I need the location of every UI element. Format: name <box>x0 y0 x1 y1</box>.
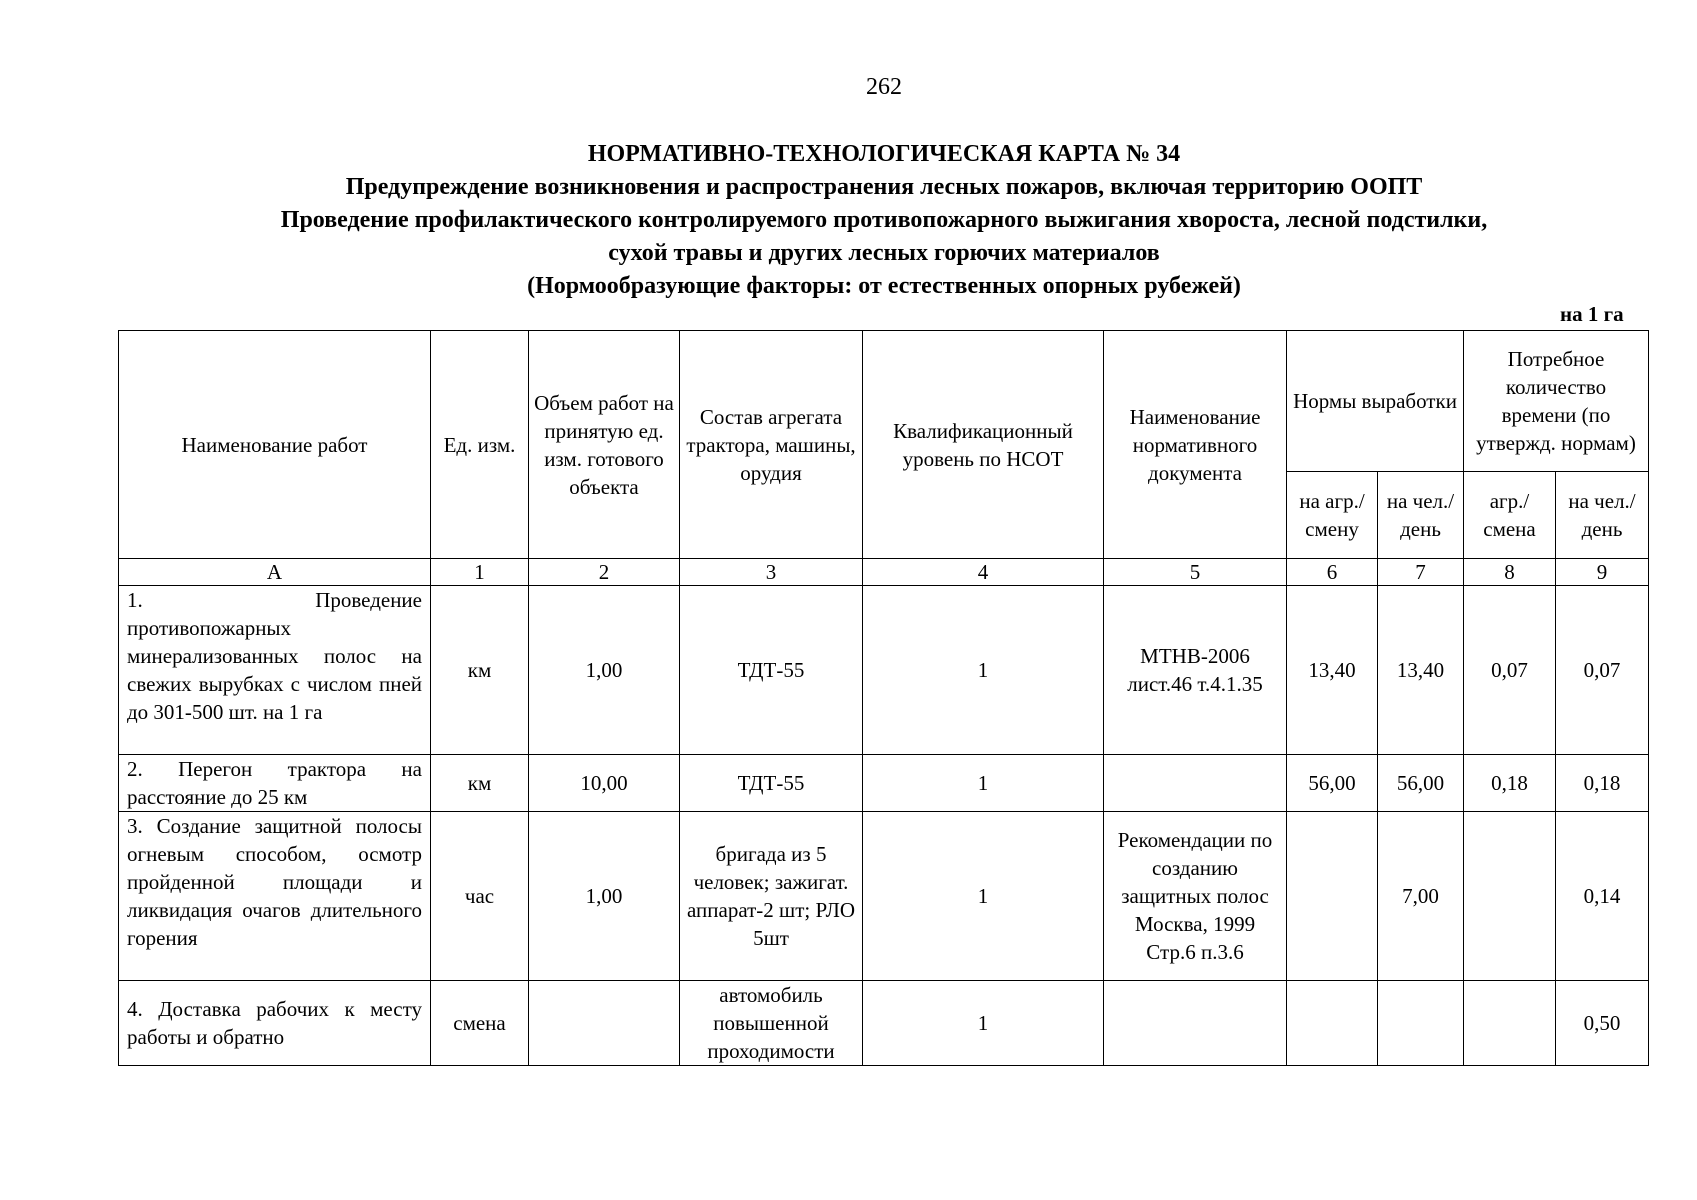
header-volume: Объем работ на принятую ед. изм. готового объекта <box>529 331 680 559</box>
work-unit: смена <box>431 981 529 1066</box>
norm-man <box>1378 981 1464 1066</box>
work-aggregate: автомобиль повышенной проходимости <box>680 981 863 1066</box>
work-aggregate: ТДТ-55 <box>680 755 863 812</box>
norm-agr: 13,40 <box>1287 586 1378 755</box>
table-row <box>119 812 1649 981</box>
norm-agr: 56,00 <box>1287 755 1378 812</box>
work-volume: 1,00 <box>529 812 680 981</box>
time-man: 0,18 <box>1556 755 1649 812</box>
column-number: 8 <box>1464 559 1556 586</box>
work-document: Рекомендации по созданию защитных полос Москва, 1999 Стр.6 п.3.6 <box>1104 812 1287 981</box>
work-qualification: 1 <box>863 755 1104 812</box>
title-block <box>0 138 1697 303</box>
header-name: Наименование работ <box>119 331 431 559</box>
work-qualification: 1 <box>863 586 1104 755</box>
work-name: 4. Доставка рабочих к месту работы и обратно <box>119 981 431 1066</box>
table-row <box>119 586 1649 755</box>
work-document <box>1104 981 1287 1066</box>
header-norm-man: на чел./ день <box>1378 472 1464 559</box>
column-number: 2 <box>529 559 680 586</box>
header-norm-agr: на агр./ смену <box>1287 472 1378 559</box>
header-aggregate: Состав агрегата трактора, машины, орудия <box>680 331 863 559</box>
norm-man: 13,40 <box>1378 586 1464 755</box>
work-name: 2. Перегон трактора на расстояние до 25 км <box>119 755 431 812</box>
column-number: 4 <box>863 559 1104 586</box>
table-row <box>119 755 1649 812</box>
page-number: 262 <box>866 74 902 100</box>
table-row <box>119 981 1649 1066</box>
time-agr <box>1464 981 1556 1066</box>
header-time-agr: агр./ смена <box>1464 472 1556 559</box>
column-number: 9 <box>1556 559 1649 586</box>
column-number: 5 <box>1104 559 1287 586</box>
header-time-man: на чел./ день <box>1556 472 1649 559</box>
work-qualification: 1 <box>863 981 1104 1066</box>
work-document <box>1104 755 1287 812</box>
column-number: 3 <box>680 559 863 586</box>
work-qualification: 1 <box>863 812 1104 981</box>
work-aggregate: бригада из 5 человек; зажигат. аппарат-2 шт; РЛО 5шт <box>680 812 863 981</box>
title-line-5: (Нормообразующие факторы: от естественных опорных рубежей) <box>527 273 1241 299</box>
header-qualification: Квалификационный уровень по НСОТ <box>863 331 1104 559</box>
title-line-2: Предупреждение возникновения и распространения лесных пожаров, включая территорию ООПТ <box>345 174 1423 200</box>
title-line-1: НОРМАТИВНО-ТЕХНОЛОГИЧЕСКАЯ КАРТА № 34 <box>587 141 1181 167</box>
work-name: 3. Создание защитной полосы огневым способом, осмотр пройденной площади и ликвидация очагов длительного горения <box>119 812 431 981</box>
time-man: 0,14 <box>1556 812 1649 981</box>
time-agr <box>1464 812 1556 981</box>
work-volume: 10,00 <box>529 755 680 812</box>
time-man: 0,07 <box>1556 586 1649 755</box>
work-volume: 1,00 <box>529 586 680 755</box>
work-document: МТНВ-2006 лист.46 т.4.1.35 <box>1104 586 1287 755</box>
column-number-row <box>119 559 1649 586</box>
header-row <box>119 331 1649 472</box>
header-document: Наименование нормативного документа <box>1104 331 1287 559</box>
column-number: А <box>119 559 431 586</box>
norm-agr <box>1287 981 1378 1066</box>
norm-man: 7,00 <box>1378 812 1464 981</box>
column-number: 7 <box>1378 559 1464 586</box>
column-number: 1 <box>431 559 529 586</box>
norm-table <box>118 330 1649 1066</box>
norm-agr <box>1287 812 1378 981</box>
work-unit: час <box>431 812 529 981</box>
unit-note: на 1 га <box>1560 302 1624 326</box>
title-line-4: сухой травы и других лесных горючих материалов <box>608 240 1160 266</box>
title-line-3: Проведение профилактического контролируемого противопожарного выжигания хвороста, лесной подстилки, <box>280 207 1488 233</box>
work-unit: км <box>431 586 529 755</box>
work-volume <box>529 981 680 1066</box>
header-norms: Нормы выработки <box>1287 331 1464 472</box>
time-agr: 0,18 <box>1464 755 1556 812</box>
norm-man: 56,00 <box>1378 755 1464 812</box>
time-agr: 0,07 <box>1464 586 1556 755</box>
header-time: Потребное количество времени (по утвержд. нормам) <box>1464 331 1649 472</box>
column-number: 6 <box>1287 559 1378 586</box>
work-aggregate: ТДТ-55 <box>680 586 863 755</box>
work-unit: км <box>431 755 529 812</box>
time-man: 0,50 <box>1556 981 1649 1066</box>
header-unit: Ед. изм. <box>431 331 529 559</box>
work-name: 1. Проведение противопожарных минерализованных полос на свежих вырубках с числом пней до 301-500 шт. на 1 га <box>119 586 431 755</box>
